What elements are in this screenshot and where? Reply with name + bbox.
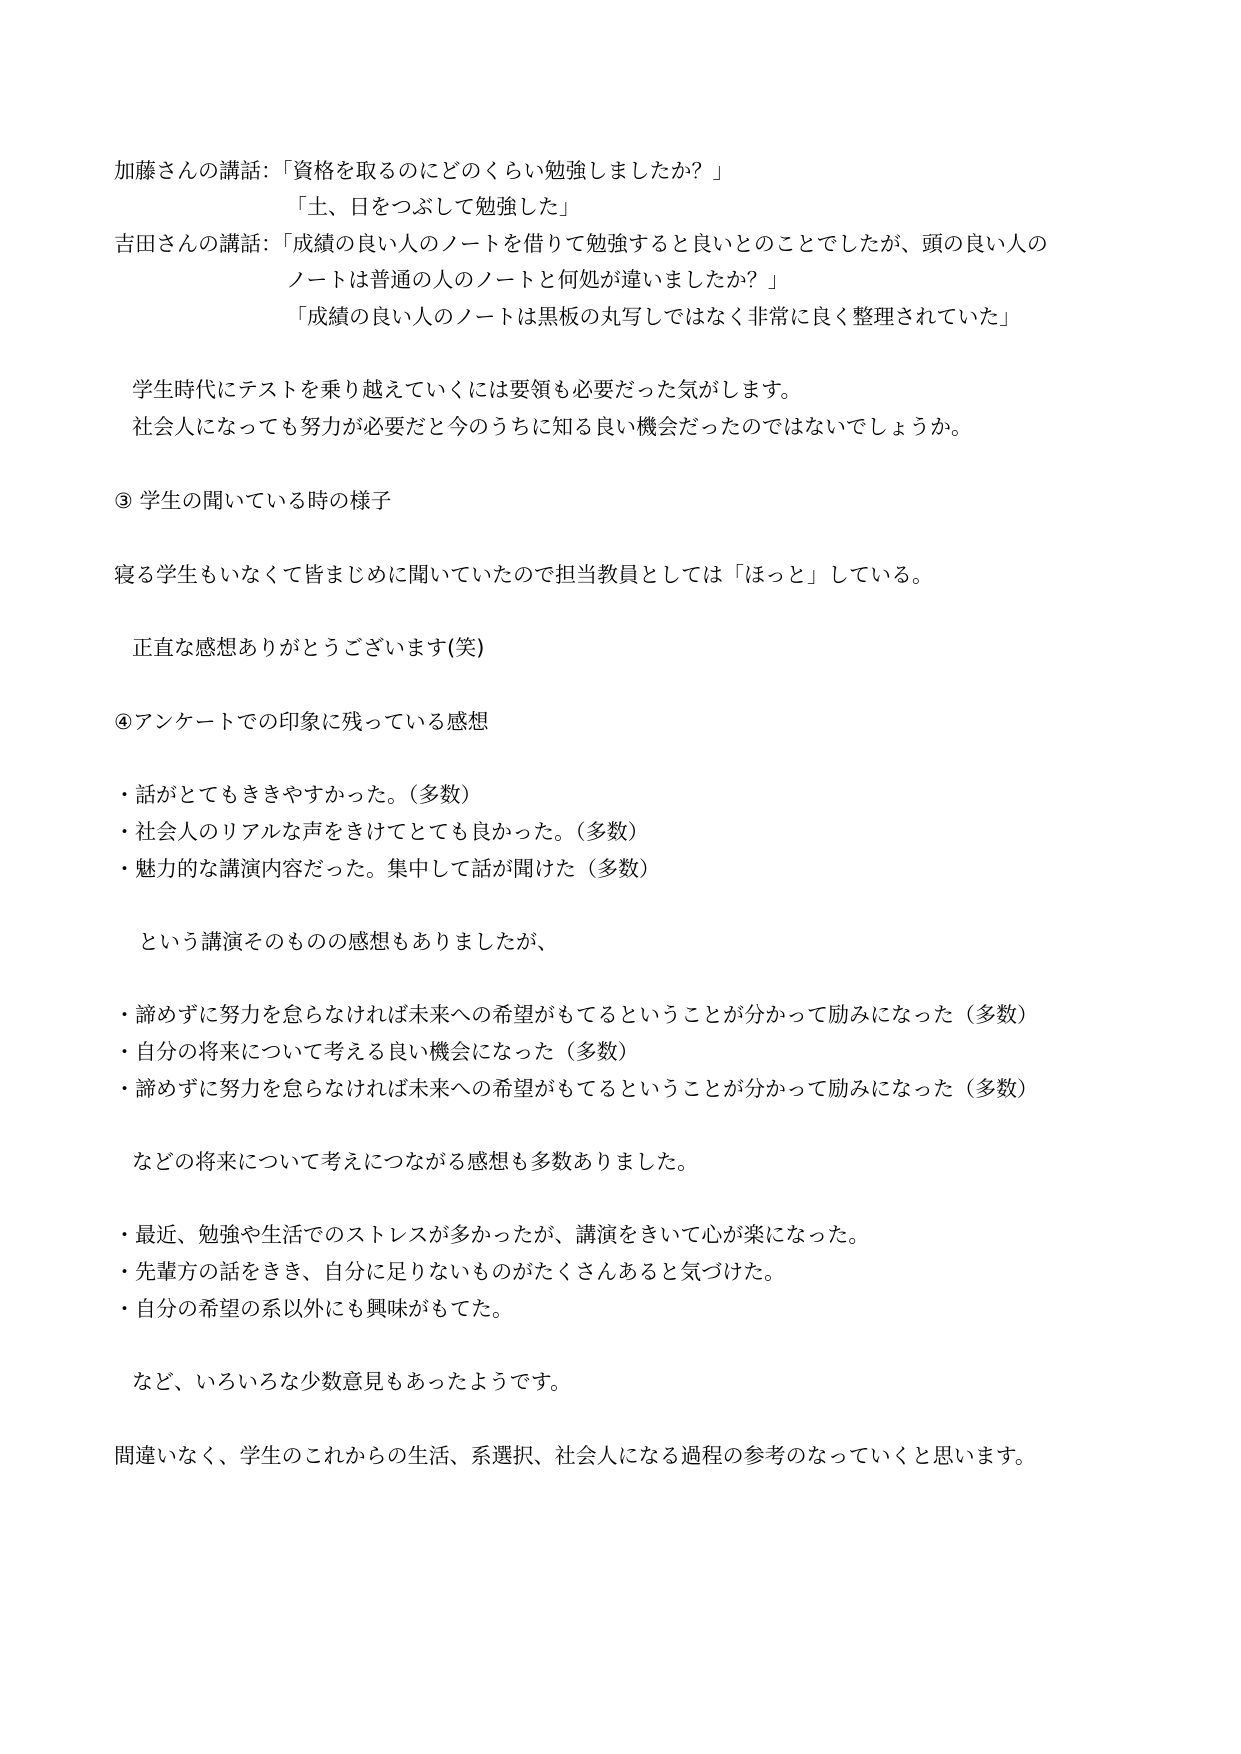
yoshida-talk-answer: 「成績の良い人のノートは黒板の丸写しではなく非常に良く整理されていた」	[286, 305, 1021, 329]
paragraph-line: 正直な感想ありがとうございます(笑)	[132, 636, 485, 660]
list-item: ・自分の希望の系以外にも興味がもてた。	[114, 1297, 513, 1321]
yoshida-talk-question-line1: 吉田さんの講話：「成績の良い人のノートを借りて勉強すると良いとのことでしたが、頭の良い人の	[114, 232, 1048, 256]
kato-talk-answer: 「土、日をつぶして勉強した」	[286, 195, 580, 219]
list-item: ・話がとてもききやすかった。（多数）	[114, 783, 482, 807]
paragraph-line: などの将来について考えにつながる感想も多数ありました。	[132, 1150, 699, 1174]
list-item: ・魅力的な講演内容だった。集中して話が聞けた（多数）	[114, 857, 660, 881]
yoshida-talk-question-line2: ノートは普通の人のノートと何処が違いましたか？」	[286, 268, 789, 292]
paragraph-line: という講演そのものの感想もありましたが、	[138, 930, 558, 954]
section-heading-4: ④アンケートでの印象に残っている感想	[114, 710, 489, 734]
list-item: ・先輩方の話をきき、自分に足りないものがたくさんあると気づけた。	[114, 1260, 786, 1284]
list-item: ・社会人のリアルな声をきけてとても良かった。（多数）	[114, 820, 649, 844]
kato-talk-question: 加藤さんの講話：「資格を取るのにどのくらい勉強しましたか？」	[114, 159, 734, 183]
list-item: ・最近、勉強や生活でのストレスが多かったが、講演をきいて心が楽になった。	[114, 1223, 870, 1247]
paragraph-line: 寝る学生もいなくて皆まじめに聞いていたので担当教員としては「ほっと」している。	[114, 563, 933, 587]
list-item: ・諦めずに努力を怠らなければ未来への希望がもてるということが分かって励みになった（多数）	[114, 1077, 1038, 1101]
section-heading-3: ③ 学生の聞いている時の様子	[114, 489, 392, 513]
paragraph-line: 社会人になっても努力が必要だと今のうちに知る良い機会だったのではないでしょうか。	[132, 415, 972, 439]
paragraph-line: 学生時代にテストを乗り越えていくには要領も必要だった気がします。	[132, 378, 802, 402]
list-item: ・自分の将来について考える良い機会になった（多数）	[114, 1040, 639, 1064]
list-item: ・諦めずに努力を怠らなければ未来への希望がもてるということが分かって励みになった（多数）	[114, 1003, 1038, 1027]
paragraph-line: など、いろいろな少数意見もあったようです。	[132, 1370, 572, 1394]
closing-paragraph: 間違いなく、学生のこれからの生活、系選択、社会人になる過程の参考のなっていくと思います。	[114, 1444, 1036, 1468]
